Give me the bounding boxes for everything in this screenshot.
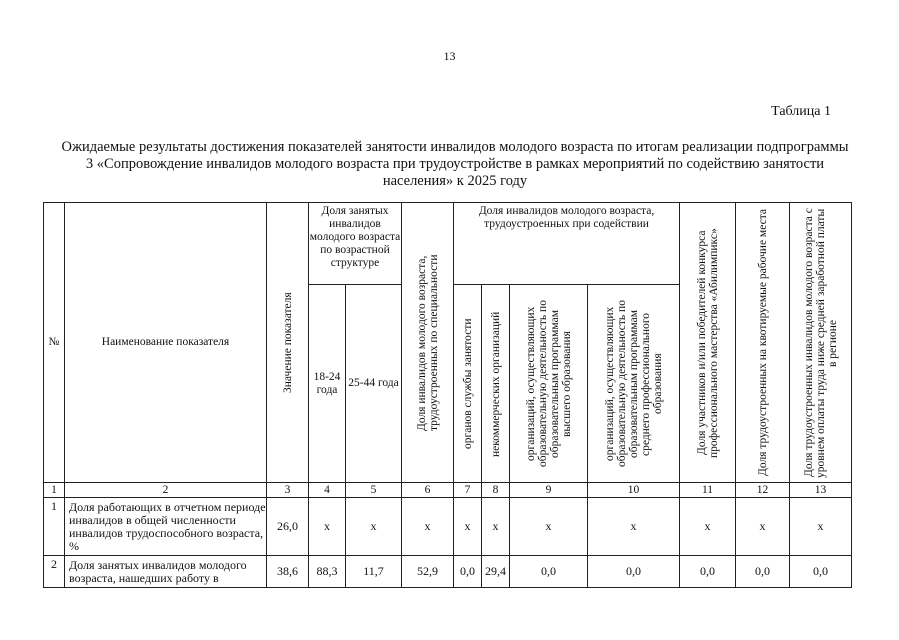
row-cell: 0,0 (510, 556, 588, 588)
row-cell: x (454, 498, 482, 556)
row-cell: 88,3 (309, 556, 346, 588)
header-assist-group: Доля инвалидов молодого возраста, трудоустроенных при содействии (454, 203, 680, 285)
row-cell: x (510, 498, 588, 556)
header-age-group: Доля занятых инвалидов молодого возраста по возрастной структуре (309, 203, 402, 285)
row-cell: x (402, 498, 454, 556)
table-label: Таблица 1 (771, 104, 831, 119)
column-number: 3 (267, 483, 309, 498)
header-no: № (44, 203, 65, 483)
header-higher-edu (510, 285, 588, 483)
column-number: 4 (309, 483, 346, 498)
header-by-specialty (402, 203, 454, 483)
column-number: 6 (402, 483, 454, 498)
row-cell: x (736, 498, 790, 556)
header-vocational-edu (588, 285, 680, 483)
document-title: Ожидаемые результаты достижения показателей занятости инвалидов молодого возраста по итогам реализации подпрограммы 3 «Сопровождение инвалидов молодого возраста при трудоустройстве в рамках мероприятий по содействию занятости населения» к 2025 году (61, 139, 849, 189)
row-name: Доля занятых инвалидов молодого возраста, нашедших работу в (65, 556, 267, 588)
row-cell: 29,4 (482, 556, 510, 588)
column-number: 5 (346, 483, 402, 498)
header-age-18-24: 18-24 года (309, 285, 346, 483)
column-number: 8 (482, 483, 510, 498)
header-name: Наименование показателя (65, 203, 267, 483)
header-quota (736, 203, 790, 483)
header-abilympics-text: Доля участников и/или победителей конкурса профессионального мастерства «Абилимпикс» (695, 227, 720, 458)
row-cell: 0,0 (790, 556, 852, 588)
column-number: 7 (454, 483, 482, 498)
row-cell: x (680, 498, 736, 556)
header-vocational-edu-text: организаций, осуществляющих образовательную деятельность по образовательным программам среднего профессионального образования (603, 300, 664, 467)
column-number: 13 (790, 483, 852, 498)
column-number: 11 (680, 483, 736, 498)
column-number: 1 (44, 483, 65, 498)
table-row (44, 498, 852, 556)
header-abilympics (680, 203, 736, 483)
row-name: Доля работающих в отчетном периоде инвалидов в общей численности инвалидов трудоспособного возраста, % (65, 498, 267, 556)
header-low-wage (790, 203, 852, 483)
column-number: 2 (65, 483, 267, 498)
results-table (43, 202, 852, 588)
row-cell: 0,0 (454, 556, 482, 588)
header-quota-text: Доля трудоустроенных на квотируемые рабочие места (756, 209, 769, 476)
row-number: 1 (44, 498, 65, 556)
column-number-row (44, 483, 852, 498)
row-cell: x (588, 498, 680, 556)
table-row (44, 556, 852, 588)
page-number: 13 (443, 49, 456, 63)
header-low-wage-text: Доля трудоустроенных инвалидов молодого возраста с уровнем оплаты труда ниже средней заработной платы в регионе (802, 207, 839, 478)
row-cell: x (309, 498, 346, 556)
row-number: 2 (44, 556, 65, 588)
row-cell: 0,0 (736, 556, 790, 588)
header-nonprofit (482, 285, 510, 483)
row-cell: x (790, 498, 852, 556)
header-higher-edu-text: организаций, осуществляющих образовательную деятельность по образовательным программам высшего образования (524, 300, 573, 467)
row-cell: x (482, 498, 510, 556)
row-cell: 11,7 (346, 556, 402, 588)
header-age-25-44: 25-44 года (346, 285, 402, 483)
header-value (267, 203, 309, 483)
header-by-specialty-text: Доля инвалидов молодого возраста, трудоустроенных по специальности (415, 254, 440, 431)
column-number: 9 (510, 483, 588, 498)
column-number: 12 (736, 483, 790, 498)
row-cell: 38,6 (267, 556, 309, 588)
column-number: 10 (588, 483, 680, 498)
header-value-text: Значение показателя (281, 292, 294, 393)
header-nonprofit-text: некоммерческих организаций (489, 310, 502, 457)
header-employment-service-text: органов службы занятости (461, 318, 474, 449)
row-cell: 0,0 (680, 556, 736, 588)
row-cell: 0,0 (588, 556, 680, 588)
row-cell: x (346, 498, 402, 556)
row-cell: 26,0 (267, 498, 309, 556)
row-cell: 52,9 (402, 556, 454, 588)
header-employment-service (454, 285, 482, 483)
